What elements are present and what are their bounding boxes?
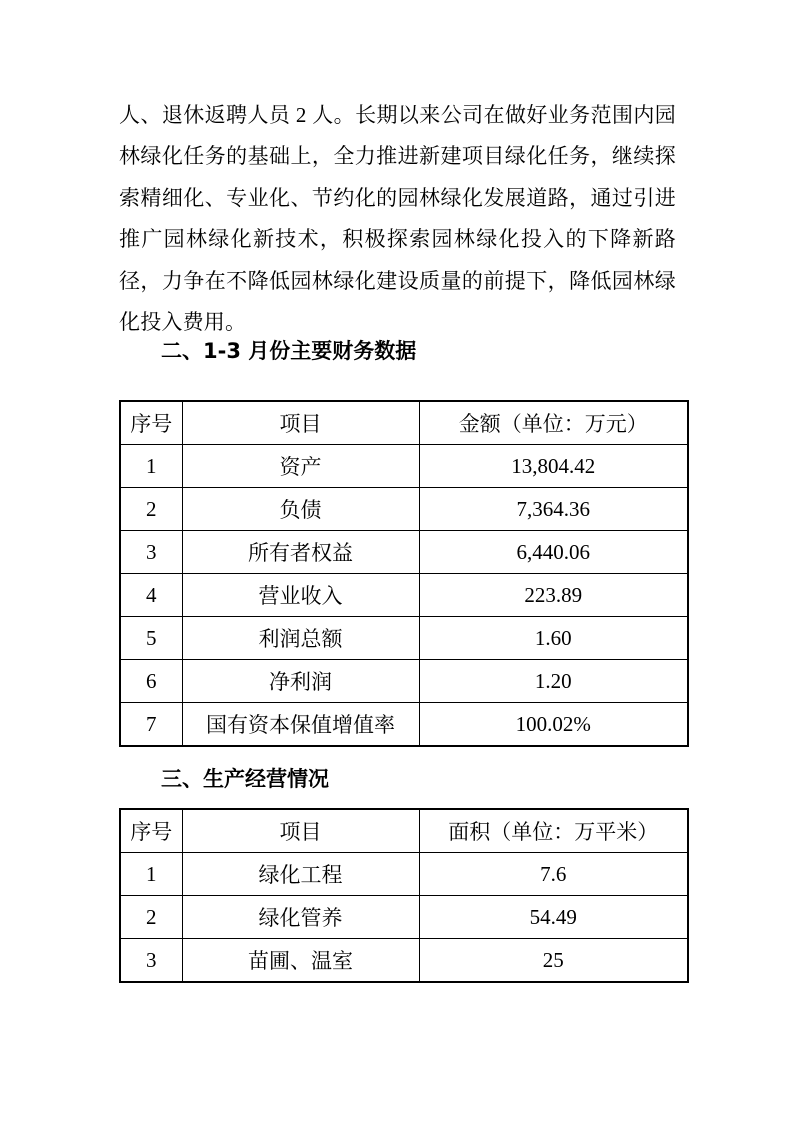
table-row: [120, 445, 688, 488]
table-cell-index: 7: [120, 703, 182, 747]
header-cell-item: 项目: [182, 809, 419, 853]
table-cell-item: 负债: [182, 488, 419, 531]
table-cell-amount: 100.02%: [419, 703, 688, 747]
table-cell-amount: 223.89: [419, 574, 688, 617]
table-cell-area: 25: [419, 939, 688, 983]
section-heading-finance: 二、1-3 月份主要财务数据: [161, 339, 417, 363]
header-cell-index: 序号: [120, 809, 182, 853]
table-cell-item: 国有资本保值增值率: [182, 703, 419, 747]
table-row: [120, 574, 688, 617]
table-cell-area: 54.49: [419, 896, 688, 939]
finance-table: [119, 400, 689, 747]
table-cell-item: 净利润: [182, 660, 419, 703]
table-cell-area: 7.6: [419, 853, 688, 896]
table-row: [120, 853, 688, 896]
header-cell-item: 项目: [182, 401, 419, 445]
table-cell-index: 2: [120, 896, 182, 939]
table-cell-item: 资产: [182, 445, 419, 488]
body-paragraph: 人、退休返聘人员 2 人。长期以来公司在做好业务范围内园林绿化任务的基础上，全力推进新建项目绿化任务，继续探索精细化、专业化、节约化的园林绿化发展道路，通过引进推广园林绿化新技术，积极探索园林绿化投入的下降新路径，力争在不降低园林绿化建设质量的前提下，降低园林绿化投入费用。: [119, 103, 676, 335]
table-cell-index: 2: [120, 488, 182, 531]
table-cell-amount: 1.20: [419, 660, 688, 703]
table-cell-index: 3: [120, 531, 182, 574]
table-cell-index: 4: [120, 574, 182, 617]
table-cell-index: 1: [120, 445, 182, 488]
table-cell-amount: 13,804.42: [419, 445, 688, 488]
table-cell-index: 5: [120, 617, 182, 660]
table-cell-index: 3: [120, 939, 182, 983]
table-cell-index: 6: [120, 660, 182, 703]
table-row: [120, 939, 688, 983]
table-header-row: [120, 809, 688, 853]
header-cell-area: 面积（单位：万平米）: [419, 809, 688, 853]
table-cell-item: 营业收入: [182, 574, 419, 617]
table-cell-amount: 1.60: [419, 617, 688, 660]
section-heading-production: 三、生产经营情况: [161, 767, 329, 791]
header-cell-amount: 金额（单位：万元）: [419, 401, 688, 445]
table-cell-item: 所有者权益: [182, 531, 419, 574]
table-row: [120, 896, 688, 939]
table-cell-amount: 6,440.06: [419, 531, 688, 574]
table-row: [120, 660, 688, 703]
table-header-row: [120, 401, 688, 445]
table-cell-amount: 7,364.36: [419, 488, 688, 531]
header-cell-index: 序号: [120, 401, 182, 445]
table-cell-item: 绿化工程: [182, 853, 419, 896]
table-row: [120, 703, 688, 747]
table-cell-item: 苗圃、温室: [182, 939, 419, 983]
table-cell-index: 1: [120, 853, 182, 896]
production-table: [119, 808, 689, 983]
table-cell-item: 利润总额: [182, 617, 419, 660]
table-row: [120, 617, 688, 660]
table-row: [120, 531, 688, 574]
table-cell-item: 绿化管养: [182, 896, 419, 939]
table-row: [120, 488, 688, 531]
